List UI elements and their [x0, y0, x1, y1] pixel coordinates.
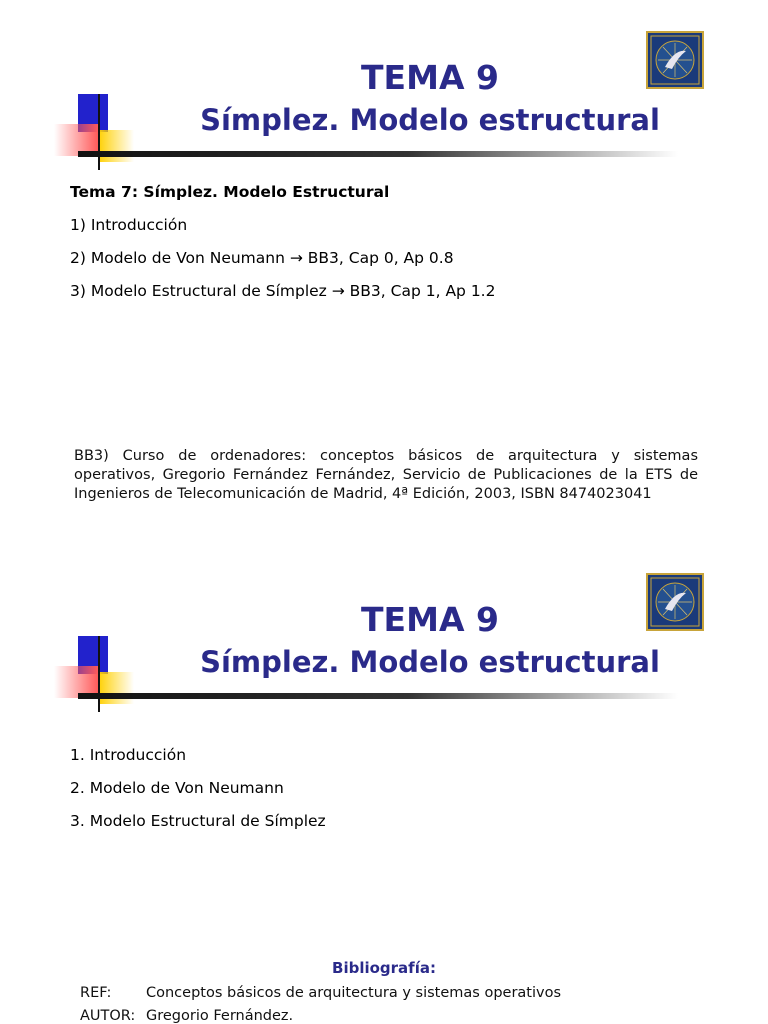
deco-vertical-line [98, 636, 100, 712]
bibliography-note [74, 447, 698, 504]
ref-value: Conceptos básicos de arquitectura y sistemas operativos [146, 985, 562, 1001]
slide-subtitle: Símplez. Modelo estructural [200, 645, 660, 679]
author-label: AUTOR: [80, 1008, 136, 1024]
slide-subtitle: Símplez. Modelo estructural [200, 103, 660, 137]
topic-list [70, 746, 326, 845]
slide-2 [0, 542, 768, 1024]
slide-title: TEMA 9 [361, 600, 499, 639]
bibliography-text: ) Curso de ordenadores: conceptos básicos de arquitectura y sistemas operativos, Gregorio Fernández Fernández, Servicio de Publicaciones de la ETS de Ingenieros de Telecomunicación de Madrid, 4ª Edición, 2003, ISBN 8474023041 [74, 448, 698, 502]
bibliography-author-row [80, 1008, 293, 1024]
deco-vertical-line [98, 94, 100, 170]
title-rule [78, 151, 678, 157]
author-value: Gregorio Fernández. [146, 1008, 294, 1024]
ref-label: REF: [80, 985, 112, 1001]
topic-list [70, 183, 495, 315]
bibliography-heading: Bibliografía: [332, 959, 436, 977]
list-item: 3. Modelo Estructural de Símplez [70, 812, 326, 830]
bibliography-key: BB3 [74, 448, 104, 464]
title-rule [78, 693, 678, 699]
corner-decoration [54, 636, 134, 712]
corner-decoration [54, 94, 134, 170]
list-heading: Tema 7: Símplez. Modelo Estructural [70, 183, 390, 201]
university-seal-icon [646, 573, 704, 631]
list-item: 1) Introducción [70, 216, 188, 234]
list-item: 3) Modelo Estructural de Símplez → BB3, Cap 1, Ap 1.2 [70, 282, 496, 300]
deco-yellow-square [98, 672, 134, 704]
list-item: 1. Introducción [70, 746, 187, 764]
deco-yellow-square [98, 130, 134, 162]
list-item: 2. Modelo de Von Neumann [70, 779, 284, 797]
list-item: 2) Modelo de Von Neumann → BB3, Cap 0, Ap 0.8 [70, 249, 454, 267]
university-seal-icon [646, 31, 704, 89]
bibliography-ref-row [80, 985, 561, 1001]
slide-title: TEMA 9 [361, 58, 499, 97]
